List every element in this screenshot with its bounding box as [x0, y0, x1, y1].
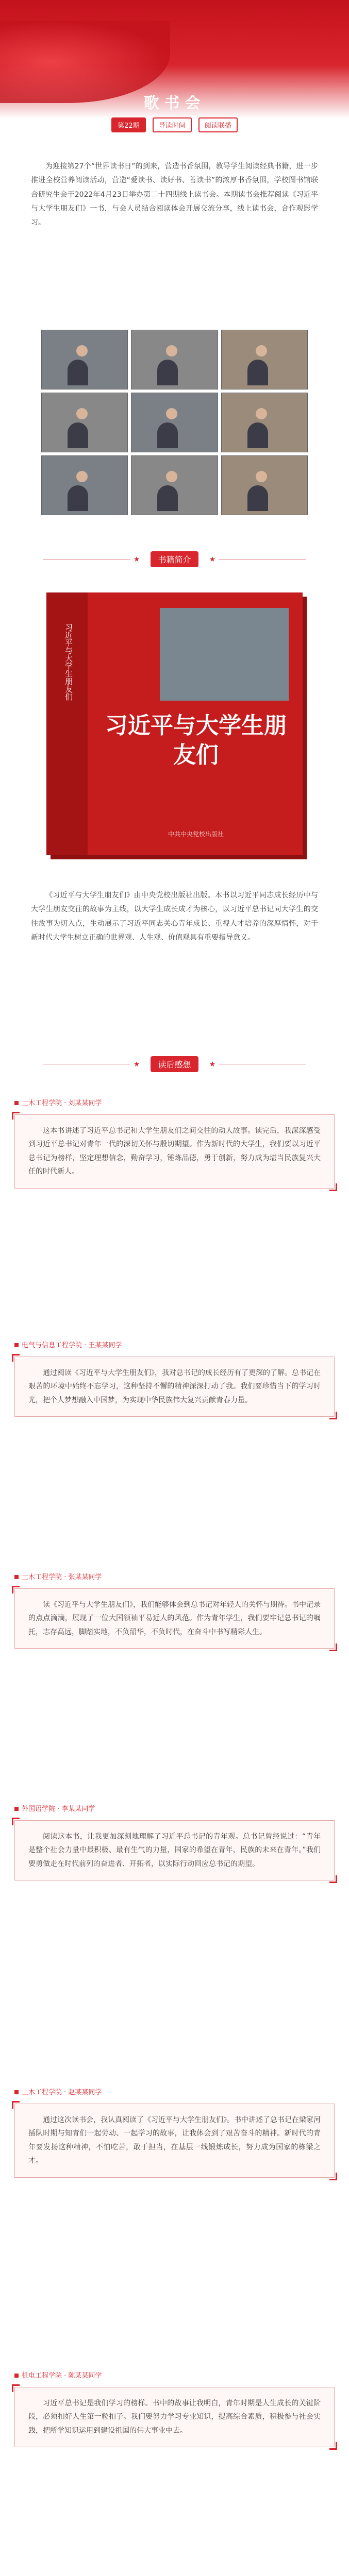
bullet-icon	[14, 1807, 19, 1811]
book-title: 习近平与大学生朋友们	[105, 713, 287, 769]
review-author: 土木工程学院 · 张某某同学	[22, 1573, 102, 1581]
tag-row	[0, 117, 349, 132]
participant-photo	[221, 330, 308, 389]
page-title: 歌书会	[143, 94, 206, 112]
review-author: 土木工程学院 · 赵某某同学	[22, 2089, 102, 2096]
participant-photo	[41, 455, 128, 515]
review-card	[14, 1803, 335, 1880]
review-card	[14, 1097, 335, 1189]
participant-photo	[131, 330, 218, 389]
book-cover	[46, 592, 303, 855]
book-description: 《习近平与大学生朋友们》由中央党校出版社出版。本书以习近平同志成长经历中与大学生朋友交往的故事为主线，以大学生成长成才为核心，以习近平总书记同大学生的交往故事为切入点，生动展示了习近平同志关心青年成长、重视人才培养的深厚情怀，对于新时代大学生树立正确的世界观、人生观、价值观具有重要指导意义。	[31, 891, 318, 942]
participant-photo	[41, 330, 128, 389]
participant-photo	[221, 455, 308, 515]
review-text: 通过阅读《习近平与大学生朋友们》，我对总书记的成长经历有了更深的了解。总书记在艰苦的环境中始终不忘学习，这种坚持不懈的精神深深打动了我。我们要珍惜当下的学习时光，把个人梦想融入中国梦，为实现中华民族伟大复兴贡献青春力量。	[14, 1357, 335, 1417]
review-text: 这本书讲述了习近平总书记和大学生朋友们之间交往的动人故事。读完后，我深深感受到习近平总书记对青年一代的深切关怀与殷切期望。作为新时代的大学生，我们要以习近平总书记为榜样，坚定理想信念，勤奋学习，锤炼品德，勇于创新，努力成为堪当民族复兴大任的时代新人。	[14, 1114, 335, 1189]
bullet-icon	[14, 1101, 19, 1105]
review-card	[14, 2370, 335, 2447]
star-icon: ★	[133, 555, 140, 564]
bullet-icon	[14, 1575, 19, 1579]
star-icon: ★	[133, 1060, 140, 1069]
participant-photo	[41, 393, 128, 452]
participant-photo	[131, 455, 218, 515]
participant-photo	[221, 393, 308, 452]
review-text: 阅读这本书，让我更加深刻地理解了习近平总书记的青年观。总书记曾经说过：“青年是整个社会力量中最积极、最有生气的力量，国家的希望在青年，民族的未来在青年。”我们要勇做走在时代前列的奋进者、开拓者，以实际行动回应总书记的期望。	[14, 1820, 335, 1881]
review-author: 外国语学院 · 李某某同学	[22, 1805, 95, 1813]
issue-tag: 第22期	[111, 117, 146, 132]
participant-photo	[131, 393, 218, 452]
book-publisher: 中共中央党校出版社	[168, 831, 224, 838]
section-heading-book: ★ 书籍简介 ★	[0, 551, 349, 567]
review-text: 习近平总书记是我们学习的榜样。书中的故事让我明白，青年时期是人生成长的关键阶段，必须扣好人生第一粒扣子。我们要努力学习专业知识，提高综合素质，积极参与社会实践，把所学知识运用到建设祖国的伟大事业中去。	[14, 2387, 335, 2448]
review-text: 通过这次读书会，我认真阅读了《习近平与大学生朋友们》。书中讲述了总书记在梁家河插队时期与知青们一起劳动、一起学习的故事，让我体会到了艰苦奋斗的精神。新时代的青年要发扬这种精神，不怕吃苦，敢于担当，在基层一线锻炼成长，努力成为国家的栋梁之才。	[14, 2104, 335, 2178]
bullet-icon	[14, 2374, 19, 2378]
meeting-screenshot	[41, 330, 308, 515]
star-icon: ★	[209, 555, 216, 564]
review-card	[14, 2087, 335, 2178]
review-author: 机电工程学院 · 陈某某同学	[22, 2372, 102, 2380]
review-text: 读《习近平与大学生朋友们》，我们能够体会到总书记对年轻人的关怀与期待。书中记录的点点滴滴，展现了一位大国领袖平易近人的风范。作为青年学生，我们要牢记总书记的嘱托，志存高远，脚踏实地，不负韶华，不负时代，在奋斗中书写精彩人生。	[14, 1588, 335, 1649]
star-icon: ★	[209, 1060, 216, 1069]
review-author: 电气与信息工程学院 · 王某某同学	[22, 1342, 122, 1349]
review-author: 土木工程学院 · 刘某某同学	[22, 1099, 102, 1107]
bullet-icon	[14, 2090, 19, 2094]
reading-tag: 阅读联播	[198, 117, 238, 132]
book-spine-text: 习近平与大学生朋友们	[64, 623, 73, 701]
review-card	[14, 1571, 335, 1649]
time-tag: 导读时间	[153, 117, 192, 132]
review-card	[14, 1340, 335, 1417]
bullet-icon	[14, 1343, 19, 1347]
cover-photo	[160, 608, 289, 701]
intro-paragraph: 为迎接第27个“世界读书日”的到来，营造书香氛围，教导学生阅读经典书籍，进一步推进全校营养阅读活动，营造“爱读书、读好书、善读书”的浓厚书香氛围，学校图书馆联合研究生会于2022年4月23日举办第二十四期线上读书会。本期读书会推荐阅读《习近平与大学生朋友们》一书，与会人员结合阅读体会开展交流分享，线上读书会，合作观影学习。	[31, 162, 318, 227]
section-heading-reviews: ★ 读后感想 ★	[0, 1056, 349, 1072]
